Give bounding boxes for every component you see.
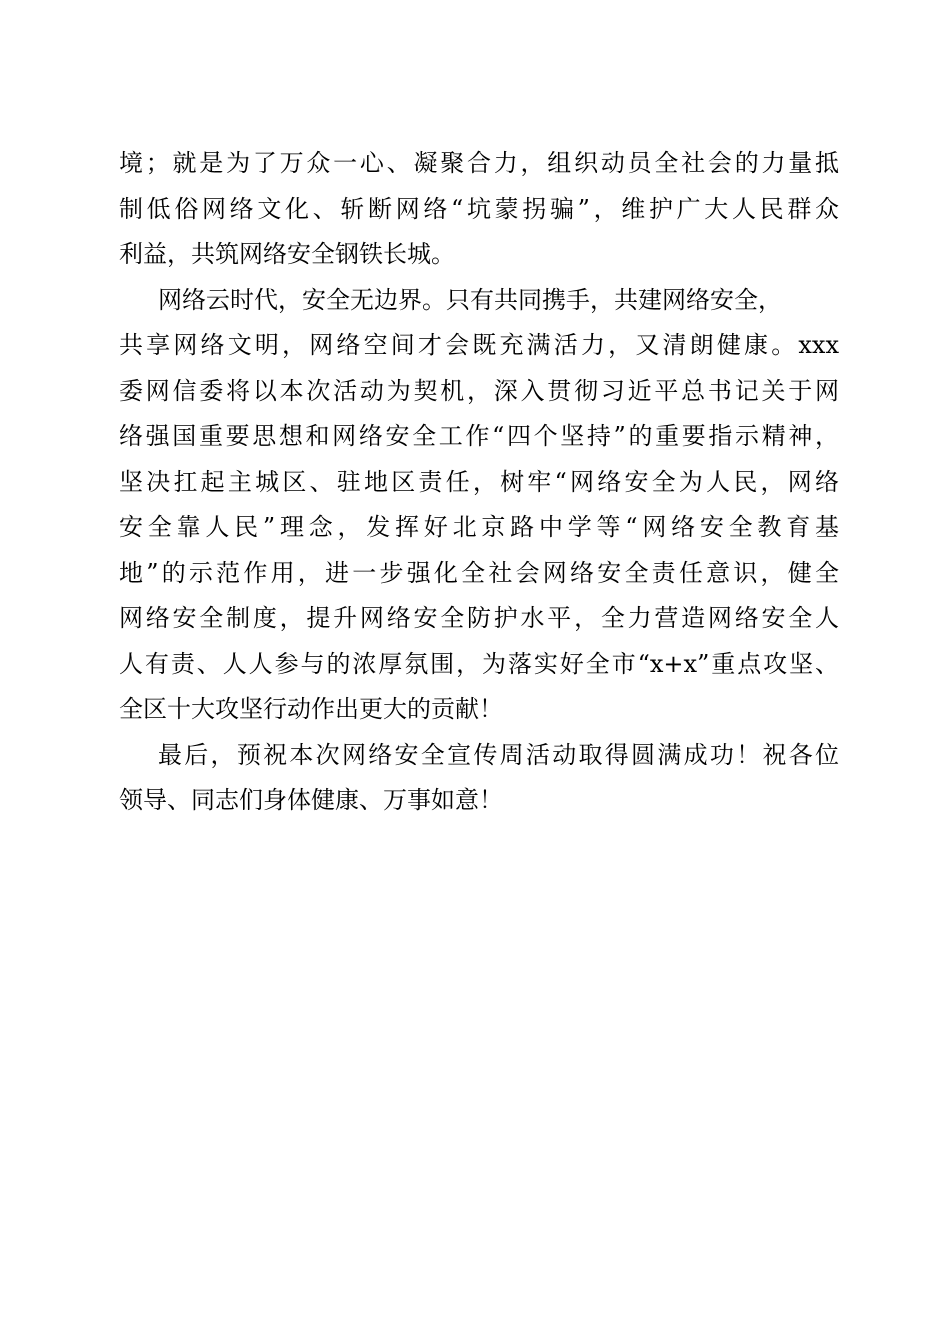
text-line: 最后，预祝本次网络安全宣传周活动取得圆满成功！祝各位 xyxy=(158,740,839,769)
text-line: 委网信委将以本次活动为契机，深入贯彻习近平总书记关于网 xyxy=(119,376,839,405)
text-line: 人有责、人人参与的浓厚氛围，为落实好全市“x+x”重点攻坚、 xyxy=(119,649,839,678)
text-line: 坚决扛起主城区、驻地区责任，树牢“网络安全为人民，网络 xyxy=(119,467,839,496)
text-line: 网络安全制度，提升网络安全防护水平，全力营造网络安全人 xyxy=(119,604,839,632)
text-line: 络强国重要思想和网络安全工作“四个坚持”的重要指示精神， xyxy=(119,422,839,450)
text-line: 全区十大攻坚行动作出更大的贡献！ xyxy=(119,695,503,723)
document-body xyxy=(119,141,839,824)
text-line: 地”的示范作用，进一步强化全社会网络安全责任意识，健全 xyxy=(119,558,839,587)
text-line: 利益，共筑网络安全钢铁长城。 xyxy=(119,240,455,268)
text-line: 网络云时代，安全无边界。只有共同携手，共建网络安全， xyxy=(158,285,782,314)
text-line: 制低俗网络文化、斩断网络“坑蒙拐骗”，维护广大人民群众 xyxy=(119,194,839,223)
text-line: 共享网络文明，网络空间才会既充满活力，又清朗健康。xxx xyxy=(119,331,839,359)
text-line: 安全靠人民”理念，发挥好北京路中学等“网络安全教育基 xyxy=(119,513,839,541)
text-line: 领导、同志们身体健康、万事如意！ xyxy=(119,786,503,814)
text-line: 境；就是为了万众一心、凝聚合力，组织动员全社会的力量抵 xyxy=(119,149,839,177)
